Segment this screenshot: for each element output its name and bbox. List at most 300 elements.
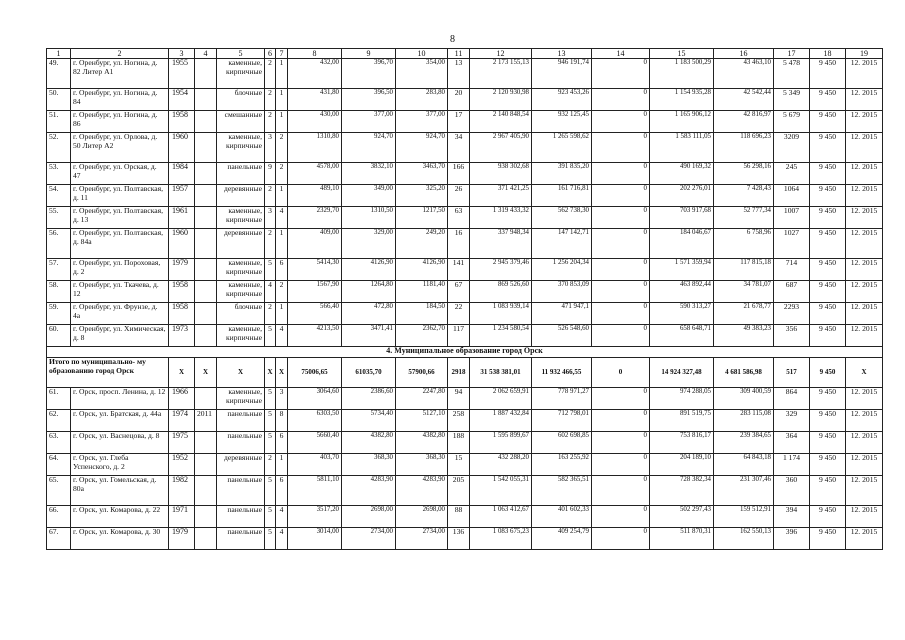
cell-s: 5 478 xyxy=(774,59,810,89)
cell-y1: 1966 xyxy=(169,388,195,410)
cell-b: 3832,10 xyxy=(342,163,396,185)
cell-z: 0 xyxy=(592,325,650,347)
cell-fl: 2 xyxy=(265,229,276,259)
total-cell-a: 75006,65 xyxy=(288,358,342,388)
cell-s: 1027 xyxy=(774,229,810,259)
cell-g: 21 678,77 xyxy=(714,303,774,325)
table-row xyxy=(47,388,883,410)
cell-b: 472,80 xyxy=(342,303,396,325)
cell-d: 12. 2015 xyxy=(846,229,883,259)
cell-y1: 1954 xyxy=(169,89,195,111)
header-cell: 17 xyxy=(774,49,810,59)
cell-m: 9 450 xyxy=(810,59,846,89)
cell-y1: 1960 xyxy=(169,133,195,163)
cell-m: 9 450 xyxy=(810,432,846,454)
total-cell-g: 4 681 586,98 xyxy=(714,358,774,388)
cell-m: 9 450 xyxy=(810,185,846,207)
cell-s: 5 679 xyxy=(774,111,810,133)
cell-p: 136 xyxy=(448,528,470,550)
total-cell-t: 31 538 381,01 xyxy=(470,358,532,388)
cell-mat: блочные xyxy=(217,303,265,325)
cell-fl: 5 xyxy=(265,259,276,281)
cell-y1: 1960 xyxy=(169,229,195,259)
cell-a: 403,70 xyxy=(288,454,342,476)
cell-y2 xyxy=(195,388,217,410)
cell-fl: 5 xyxy=(265,506,276,528)
cell-y1: 1958 xyxy=(169,303,195,325)
table-row xyxy=(47,528,883,550)
cell-a: 432,00 xyxy=(288,59,342,89)
cell-mat: панельные xyxy=(217,163,265,185)
cell-en: 1 xyxy=(276,303,288,325)
cell-d: 12. 2015 xyxy=(846,325,883,347)
header-cell: 13 xyxy=(532,49,592,59)
cell-en: 1 xyxy=(276,59,288,89)
cell-t: 337 948,34 xyxy=(470,229,532,259)
cell-p: 22 xyxy=(448,303,470,325)
cell-mat: каменные, кирпичные xyxy=(217,133,265,163)
table-row xyxy=(47,259,883,281)
cell-a: 5660,40 xyxy=(288,432,342,454)
cell-o: 502 297,43 xyxy=(650,506,714,528)
cell-addr: г. Орск, ул. Комарова, д. 22 xyxy=(71,506,169,528)
cell-fl: 5 xyxy=(265,325,276,347)
total-cell-f: 11 932 466,55 xyxy=(532,358,592,388)
cell-o: 590 313,27 xyxy=(650,303,714,325)
cell-p: 205 xyxy=(448,476,470,506)
cell-t: 1 234 580,54 xyxy=(470,325,532,347)
header-cell: 3 xyxy=(169,49,195,59)
cell-a: 4578,00 xyxy=(288,163,342,185)
cell-b: 377,00 xyxy=(342,111,396,133)
cell-fl: 5 xyxy=(265,410,276,432)
cell-s: 329 xyxy=(774,410,810,432)
cell-y2 xyxy=(195,454,217,476)
cell-p: 258 xyxy=(448,410,470,432)
cell-z: 0 xyxy=(592,111,650,133)
cell-y2 xyxy=(195,111,217,133)
cell-addr: г. Орск, ул. Гомельская, д. 80а xyxy=(71,476,169,506)
cell-m: 9 450 xyxy=(810,111,846,133)
cell-fl: 2 xyxy=(265,59,276,89)
cell-n: 58. xyxy=(47,281,71,303)
cell-y1: 1955 xyxy=(169,59,195,89)
cell-d: 12. 2015 xyxy=(846,528,883,550)
total-label: Итого по муниципально- му образованию город Орск xyxy=(47,358,169,388)
total-cell-b: 61035,70 xyxy=(342,358,396,388)
cell-c: 2362,70 xyxy=(396,325,448,347)
cell-s: 3209 xyxy=(774,133,810,163)
cell-mat: блочные xyxy=(217,89,265,111)
cell-g: 49 383,23 xyxy=(714,325,774,347)
table-row xyxy=(47,133,883,163)
cell-m: 9 450 xyxy=(810,528,846,550)
cell-en: 4 xyxy=(276,528,288,550)
cell-z: 0 xyxy=(592,432,650,454)
cell-g: 34 781,07 xyxy=(714,281,774,303)
cell-en: 2 xyxy=(276,163,288,185)
cell-f: 370 853,09 xyxy=(532,281,592,303)
cell-a: 4213,50 xyxy=(288,325,342,347)
cell-c: 4126,90 xyxy=(396,259,448,281)
cell-d: 12. 2015 xyxy=(846,259,883,281)
cell-g: 43 463,10 xyxy=(714,59,774,89)
cell-y1: 1957 xyxy=(169,185,195,207)
cell-a: 2329,70 xyxy=(288,207,342,229)
cell-mat: каменные, кирпичные xyxy=(217,281,265,303)
cell-o: 1 583 111,05 xyxy=(650,133,714,163)
cell-addr: г. Оренбург, ул. Химическая, д. 8 xyxy=(71,325,169,347)
cell-y1: 1974 xyxy=(169,410,195,432)
cell-y2 xyxy=(195,185,217,207)
cell-d: 12. 2015 xyxy=(846,59,883,89)
cell-d: 12. 2015 xyxy=(846,303,883,325)
cell-y2 xyxy=(195,207,217,229)
cell-y2 xyxy=(195,163,217,185)
cell-fl: 2 xyxy=(265,89,276,111)
cell-g: 159 512,91 xyxy=(714,506,774,528)
cell-a: 430,00 xyxy=(288,111,342,133)
table-row xyxy=(47,163,883,185)
cell-en: 1 xyxy=(276,185,288,207)
cell-a: 1567,90 xyxy=(288,281,342,303)
header-cell: 10 xyxy=(396,49,448,59)
cell-en: 1 xyxy=(276,229,288,259)
cell-s: 364 xyxy=(774,432,810,454)
cell-addr: г. Оренбург, ул. Ногина, д. 84 xyxy=(71,89,169,111)
cell-y2 xyxy=(195,325,217,347)
cell-g: 231 307,46 xyxy=(714,476,774,506)
cell-fl: 4 xyxy=(265,281,276,303)
cell-t: 1 887 432,84 xyxy=(470,410,532,432)
cell-m: 9 450 xyxy=(810,410,846,432)
cell-c: 4283,90 xyxy=(396,476,448,506)
cell-n: 57. xyxy=(47,259,71,281)
cell-z: 0 xyxy=(592,454,650,476)
cell-o: 891 519,75 xyxy=(650,410,714,432)
table-row xyxy=(47,454,883,476)
cell-p: 117 xyxy=(448,325,470,347)
header-cell: 14 xyxy=(592,49,650,59)
cell-z: 0 xyxy=(592,207,650,229)
cell-t: 2 062 659,91 xyxy=(470,388,532,410)
table-row xyxy=(47,111,883,133)
header-cell: 12 xyxy=(470,49,532,59)
cell-g: 42 816,97 xyxy=(714,111,774,133)
cell-m: 9 450 xyxy=(810,281,846,303)
cell-n: 52. xyxy=(47,133,71,163)
cell-n: 65. xyxy=(47,476,71,506)
cell-y1: 1958 xyxy=(169,111,195,133)
housing-table xyxy=(46,48,883,550)
cell-d: 12. 2015 xyxy=(846,506,883,528)
cell-m: 9 450 xyxy=(810,133,846,163)
cell-p: 166 xyxy=(448,163,470,185)
cell-z: 0 xyxy=(592,303,650,325)
cell-d: 12. 2015 xyxy=(846,185,883,207)
cell-a: 5414,30 xyxy=(288,259,342,281)
cell-y2 xyxy=(195,432,217,454)
cell-a: 409,00 xyxy=(288,229,342,259)
cell-mat: каменные, кирпичные xyxy=(217,59,265,89)
cell-s: 5 349 xyxy=(774,89,810,111)
cell-b: 924,70 xyxy=(342,133,396,163)
cell-a: 566,40 xyxy=(288,303,342,325)
cell-o: 753 816,17 xyxy=(650,432,714,454)
cell-p: 94 xyxy=(448,388,470,410)
cell-d: 12. 2015 xyxy=(846,207,883,229)
cell-c: 2698,00 xyxy=(396,506,448,528)
cell-y1: 1952 xyxy=(169,454,195,476)
cell-addr: г. Орск, просп. Ленина, д. 12 xyxy=(71,388,169,410)
cell-fl: 2 xyxy=(265,454,276,476)
cell-s: 1064 xyxy=(774,185,810,207)
total-row xyxy=(47,358,883,388)
cell-p: 88 xyxy=(448,506,470,528)
cell-m: 9 450 xyxy=(810,506,846,528)
table-row xyxy=(47,476,883,506)
cell-en: 6 xyxy=(276,259,288,281)
cell-addr: г. Оренбург, ул. Полтавская, д. 13 xyxy=(71,207,169,229)
cell-y1: 1973 xyxy=(169,325,195,347)
cell-addr: г. Орск, ул. Глеба Успенского, д. 2 xyxy=(71,454,169,476)
cell-n: 59. xyxy=(47,303,71,325)
cell-m: 9 450 xyxy=(810,388,846,410)
total-cell-o: 14 924 327,48 xyxy=(650,358,714,388)
cell-p: 15 xyxy=(448,454,470,476)
cell-fl: 2 xyxy=(265,185,276,207)
cell-p: 20 xyxy=(448,89,470,111)
cell-g: 118 696,23 xyxy=(714,133,774,163)
total-cell-d: X xyxy=(846,358,883,388)
cell-n: 60. xyxy=(47,325,71,347)
cell-addr: г. Орск, ул. Васнецова, д. 8 xyxy=(71,432,169,454)
cell-f: 923 453,26 xyxy=(532,89,592,111)
cell-d: 12. 2015 xyxy=(846,454,883,476)
cell-t: 938 302,68 xyxy=(470,163,532,185)
cell-s: 356 xyxy=(774,325,810,347)
cell-en: 1 xyxy=(276,89,288,111)
cell-a: 3014,00 xyxy=(288,528,342,550)
cell-g: 56 298,16 xyxy=(714,163,774,185)
cell-y2 xyxy=(195,476,217,506)
cell-m: 9 450 xyxy=(810,89,846,111)
cell-g: 117 815,18 xyxy=(714,259,774,281)
header-cell: 5 xyxy=(217,49,265,59)
cell-b: 5734,40 xyxy=(342,410,396,432)
header-cell: 15 xyxy=(650,49,714,59)
cell-m: 9 450 xyxy=(810,454,846,476)
cell-en: 6 xyxy=(276,432,288,454)
cell-d: 12. 2015 xyxy=(846,111,883,133)
header-cell: 6 xyxy=(265,49,276,59)
cell-b: 349,00 xyxy=(342,185,396,207)
cell-mat: каменные, кирпичные xyxy=(217,207,265,229)
cell-a: 6303,50 xyxy=(288,410,342,432)
cell-m: 9 450 xyxy=(810,207,846,229)
cell-en: 4 xyxy=(276,506,288,528)
cell-z: 0 xyxy=(592,163,650,185)
cell-n: 67. xyxy=(47,528,71,550)
cell-b: 2386,60 xyxy=(342,388,396,410)
cell-fl: 5 xyxy=(265,432,276,454)
table-row xyxy=(47,432,883,454)
cell-z: 0 xyxy=(592,506,650,528)
header-cell: 1 xyxy=(47,49,71,59)
cell-b: 4382,80 xyxy=(342,432,396,454)
cell-fl: 3 xyxy=(265,207,276,229)
table-row xyxy=(47,303,883,325)
total-cell-x5: X xyxy=(217,358,265,388)
cell-c: 5127,10 xyxy=(396,410,448,432)
cell-b: 368,30 xyxy=(342,454,396,476)
cell-s: 396 xyxy=(774,528,810,550)
cell-s: 714 xyxy=(774,259,810,281)
cell-fl: 5 xyxy=(265,528,276,550)
cell-n: 55. xyxy=(47,207,71,229)
cell-n: 50. xyxy=(47,89,71,111)
cell-z: 0 xyxy=(592,476,650,506)
cell-c: 924,70 xyxy=(396,133,448,163)
cell-f: 1 256 204,34 xyxy=(532,259,592,281)
cell-o: 974 288,05 xyxy=(650,388,714,410)
cell-f: 946 191,74 xyxy=(532,59,592,89)
cell-c: 3463,70 xyxy=(396,163,448,185)
cell-a: 5811,10 xyxy=(288,476,342,506)
table-row xyxy=(47,281,883,303)
cell-n: 62. xyxy=(47,410,71,432)
section-title: 4. Муниципальное образование город Орск xyxy=(47,347,883,358)
cell-b: 3471,41 xyxy=(342,325,396,347)
cell-g: 64 843,18 xyxy=(714,454,774,476)
total-cell-x7: X xyxy=(276,358,288,388)
table-row xyxy=(47,59,883,89)
cell-p: 63 xyxy=(448,207,470,229)
cell-s: 687 xyxy=(774,281,810,303)
cell-c: 4382,80 xyxy=(396,432,448,454)
cell-n: 64. xyxy=(47,454,71,476)
cell-d: 12. 2015 xyxy=(846,133,883,163)
cell-n: 66. xyxy=(47,506,71,528)
cell-m: 9 450 xyxy=(810,325,846,347)
cell-mat: деревянные xyxy=(217,454,265,476)
cell-b: 4126,90 xyxy=(342,259,396,281)
cell-o: 204 189,10 xyxy=(650,454,714,476)
cell-m: 9 450 xyxy=(810,163,846,185)
cell-b: 396,50 xyxy=(342,89,396,111)
cell-o: 202 276,01 xyxy=(650,185,714,207)
cell-m: 9 450 xyxy=(810,259,846,281)
cell-c: 1181,40 xyxy=(396,281,448,303)
cell-s: 394 xyxy=(774,506,810,528)
cell-z: 0 xyxy=(592,185,650,207)
table-row xyxy=(47,229,883,259)
cell-o: 184 046,67 xyxy=(650,229,714,259)
cell-f: 562 738,30 xyxy=(532,207,592,229)
cell-addr: г. Оренбург, ул. Пороховая, д. 2 xyxy=(71,259,169,281)
cell-d: 12. 2015 xyxy=(846,163,883,185)
total-cell-x3: X xyxy=(169,358,195,388)
total-cell-c: 57900,66 xyxy=(396,358,448,388)
cell-b: 2734,00 xyxy=(342,528,396,550)
cell-mat: каменные, кирпичные xyxy=(217,388,265,410)
cell-b: 1264,80 xyxy=(342,281,396,303)
header-cell: 9 xyxy=(342,49,396,59)
cell-p: 26 xyxy=(448,185,470,207)
cell-o: 1 183 500,29 xyxy=(650,59,714,89)
cell-en: 4 xyxy=(276,207,288,229)
table-row xyxy=(47,207,883,229)
cell-s: 245 xyxy=(774,163,810,185)
cell-t: 2 967 405,90 xyxy=(470,133,532,163)
cell-d: 12. 2015 xyxy=(846,281,883,303)
cell-mat: панельные xyxy=(217,410,265,432)
cell-p: 67 xyxy=(448,281,470,303)
cell-c: 283,80 xyxy=(396,89,448,111)
cell-o: 1 154 935,28 xyxy=(650,89,714,111)
cell-y2 xyxy=(195,528,217,550)
cell-o: 1 571 359,94 xyxy=(650,259,714,281)
cell-f: 147 142,71 xyxy=(532,229,592,259)
cell-t: 2 173 155,13 xyxy=(470,59,532,89)
cell-o: 511 870,31 xyxy=(650,528,714,550)
cell-p: 13 xyxy=(448,59,470,89)
cell-en: 2 xyxy=(276,133,288,163)
cell-y1: 1958 xyxy=(169,281,195,303)
cell-f: 161 716,81 xyxy=(532,185,592,207)
cell-c: 368,30 xyxy=(396,454,448,476)
cell-addr: г. Оренбург, ул. Ткачева, д. 12 xyxy=(71,281,169,303)
cell-t: 371 421,25 xyxy=(470,185,532,207)
cell-p: 141 xyxy=(448,259,470,281)
cell-a: 489,10 xyxy=(288,185,342,207)
cell-c: 2734,00 xyxy=(396,528,448,550)
total-cell-m: 9 450 xyxy=(810,358,846,388)
cell-c: 2247,80 xyxy=(396,388,448,410)
cell-s: 2293 xyxy=(774,303,810,325)
cell-y2 xyxy=(195,506,217,528)
cell-n: 49. xyxy=(47,59,71,89)
cell-c: 325,20 xyxy=(396,185,448,207)
cell-en: 2 xyxy=(276,281,288,303)
header-cell: 2 xyxy=(71,49,169,59)
cell-z: 0 xyxy=(592,259,650,281)
cell-y1: 1982 xyxy=(169,476,195,506)
cell-f: 932 125,45 xyxy=(532,111,592,133)
cell-t: 1 319 433,32 xyxy=(470,207,532,229)
cell-a: 3064,60 xyxy=(288,388,342,410)
cell-o: 728 382,34 xyxy=(650,476,714,506)
cell-g: 309 400,59 xyxy=(714,388,774,410)
cell-p: 16 xyxy=(448,229,470,259)
total-cell-z: 0 xyxy=(592,358,650,388)
cell-addr: г. Оренбург, ул. Фрунзе, д. 4а xyxy=(71,303,169,325)
cell-fl: 9 xyxy=(265,163,276,185)
cell-addr: г. Оренбург, ул. Ногина, д. 86 xyxy=(71,111,169,133)
cell-mat: панельные xyxy=(217,476,265,506)
cell-b: 2698,00 xyxy=(342,506,396,528)
cell-n: 54. xyxy=(47,185,71,207)
cell-b: 329,00 xyxy=(342,229,396,259)
cell-y1: 1971 xyxy=(169,506,195,528)
table-row xyxy=(47,185,883,207)
header-row xyxy=(47,49,883,59)
header-cell: 18 xyxy=(810,49,846,59)
cell-b: 396,70 xyxy=(342,59,396,89)
cell-fl: 5 xyxy=(265,476,276,506)
cell-en: 4 xyxy=(276,325,288,347)
cell-fl: 5 xyxy=(265,388,276,410)
